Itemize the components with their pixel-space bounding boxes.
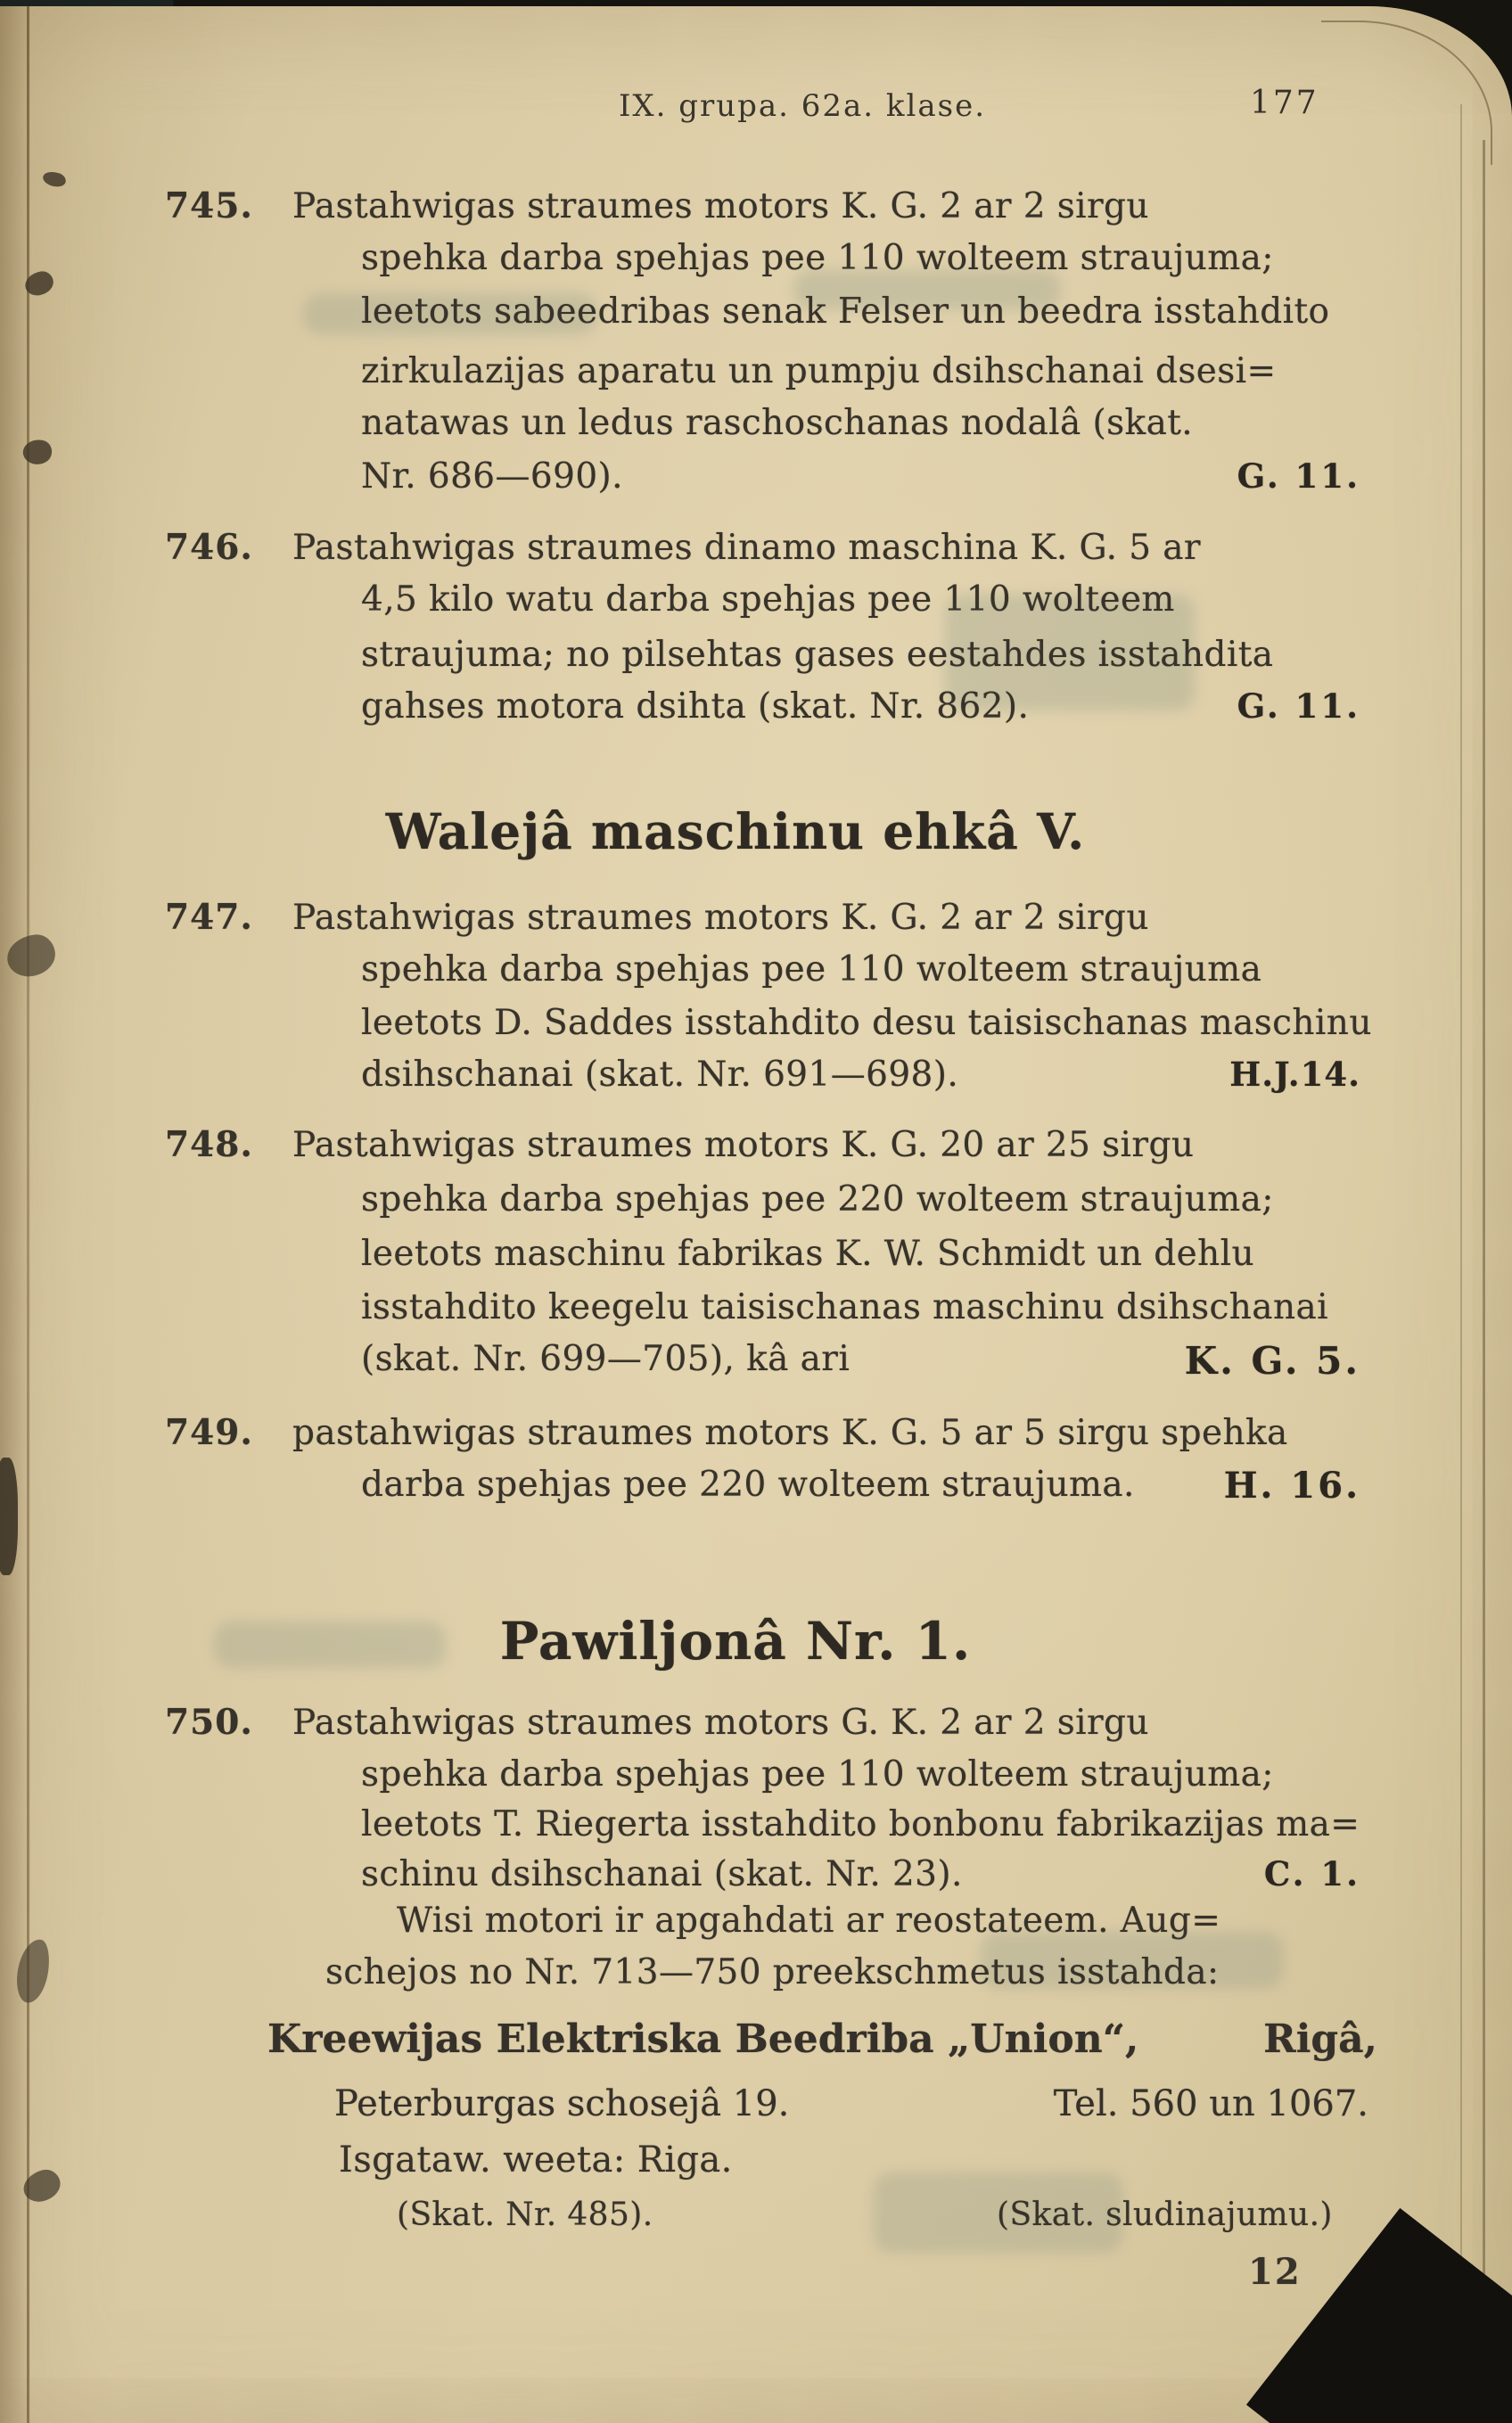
entry-746-line-1: Pastahwigas straumes dinamo maschina K. G. 5 ar	[292, 528, 1201, 568]
entry-747-line-2: spehka darba spehjas pee 110 wolteem straujuma	[361, 949, 1262, 990]
entry-748-line-4: isstahdito keegelu taisischanas maschinu dsihschanai	[361, 1287, 1328, 1327]
entry-746-line-2: 4,5 kilo watu darba spehjas pee 110 wolteem	[361, 579, 1175, 620]
entry-746-number: 746.	[165, 527, 253, 568]
entry-748-first-line	[165, 1124, 1195, 1165]
entry-745-first-line	[165, 185, 1149, 226]
exhibitor-ref-left: (Skat. Nr. 485).	[397, 2197, 653, 2233]
entry-749-class-code: H. 16.	[1223, 1465, 1360, 1507]
entry-750-class-code: C. 1.	[1263, 1854, 1360, 1893]
entry-750-line-3: leetots T. Riegerta isstahdito bonbonu fabrikazijas ma=	[361, 1804, 1360, 1844]
running-head: IX. grupa. 62a. klase.	[618, 88, 987, 124]
ink-blot	[41, 168, 68, 189]
entry-745-line-4: zirkulazijas aparatu un pumpju dsihschanai dsesi=	[361, 351, 1277, 391]
exhibitor-ref-right: (Skat. sludinajumu.)	[997, 2197, 1333, 2233]
entry-748-class-code: K. G. 5.	[1184, 1339, 1360, 1383]
entry-745-class-code: G. 11.	[1237, 456, 1360, 496]
entry-750-line-2: spehka darba spehjas pee 110 wolteem straujuma;	[361, 1754, 1274, 1795]
entry-748-line-2: spehka darba spehjas pee 220 wolteem straujuma;	[361, 1179, 1274, 1220]
ink-smudge	[0, 1458, 18, 1575]
entry-748-line-1: Pastahwigas straumes motors K. G. 20 ar 25 sirgu	[292, 1125, 1195, 1165]
entry-747-class-code: H.J.14.	[1229, 1055, 1360, 1094]
entry-749-number: 749.	[165, 1412, 253, 1453]
entry-746-line-4: gahses motora dsihta (skat. Nr. 862).	[361, 686, 1030, 727]
entry-750-number: 750.	[165, 1702, 253, 1743]
section-heading-pavilion-1: Pawiljonâ Nr. 1.	[499, 1611, 972, 1671]
signature-mark: 12	[1248, 2251, 1302, 2293]
exhibitor-name: Kreewijas Elektriska Beedriba „Union“,	[267, 2016, 1139, 2062]
closing-paragraph-line-1: Wisi motori ir apgahdati ar reostateem. Aug=	[397, 1901, 1221, 1941]
closing-paragraph-line-2: schejos no Nr. 713—750 preekschmetus isstahda:	[325, 1952, 1220, 1992]
entry-745-line-1: Pastahwigas straumes motors K. G. 2 ar 2 sirgu	[292, 186, 1149, 226]
entry-748-line-3: leetots maschinu fabrikas K. W. Schmidt un dehlu	[361, 1234, 1254, 1274]
page-corner-curl-lines	[1321, 21, 1492, 165]
exhibitor-origin: Isgataw. weeta: Riga.	[339, 2140, 733, 2181]
exhibitor-city: Rigâ,	[1263, 2016, 1377, 2062]
entry-749-first-line	[165, 1412, 1288, 1453]
exhibitor-phone: Tel. 560 un 1067.	[1053, 2083, 1368, 2124]
entry-746-class-code: G. 11.	[1237, 686, 1360, 726]
binding-crease-line	[27, 6, 29, 2423]
entry-747-number: 747.	[165, 897, 253, 938]
entry-747-line-3: leetots D. Saddes isstahdito desu taisischanas maschinu	[361, 1003, 1372, 1043]
page	[0, 6, 1512, 2423]
entry-745-line-3: leetots sabeedribas senak Felser un beedra isstahdito	[361, 292, 1330, 332]
entry-747-line-4: dsihschanai (skat. Nr. 691—698).	[361, 1055, 959, 1095]
page-edge-line	[1483, 140, 1485, 2343]
exhibitor-name-line	[267, 2016, 1377, 2062]
entry-745-line-6: Nr. 686—690).	[361, 456, 623, 497]
page-edge-line	[1460, 104, 1462, 2361]
entry-745-line-2: spehka darba spehjas pee 110 wolteem straujuma;	[361, 238, 1274, 278]
entry-745-number: 745.	[165, 185, 253, 226]
entry-750-line-4: schinu dsihschanai (skat. Nr. 23).	[361, 1854, 963, 1894]
exhibitor-address-line	[334, 2083, 1368, 2124]
entry-750-line-1: Pastahwigas straumes motors G. K. 2 ar 2 sirgu	[292, 1703, 1149, 1743]
entry-746-line-3: straujuma; no pilsehtas gases eestahdes isstahdita	[361, 635, 1274, 675]
entry-748-number: 748.	[165, 1124, 253, 1165]
entry-747-first-line	[165, 897, 1149, 938]
entry-749-line-2: darba spehjas pee 220 wolteem straujuma.	[361, 1465, 1135, 1505]
entry-750-first-line	[165, 1702, 1149, 1743]
page-number: 177	[1250, 85, 1319, 121]
exhibitor-address: Peterburgas schosejâ 19.	[334, 2083, 790, 2124]
entry-746-first-line	[165, 527, 1201, 568]
section-heading-machine-hall: Walejâ maschinu ehkâ V.	[385, 802, 1086, 860]
entry-745-line-5: natawas un ledus raschoschanas nodalâ (skat.	[361, 403, 1194, 443]
entry-749-line-1: pastahwigas straumes motors K. G. 5 ar 5 sirgu spehka	[292, 1413, 1288, 1453]
entry-747-line-1: Pastahwigas straumes motors K. G. 2 ar 2 sirgu	[292, 898, 1149, 938]
entry-748-line-5: (skat. Nr. 699—705), kâ ari	[361, 1339, 850, 1379]
